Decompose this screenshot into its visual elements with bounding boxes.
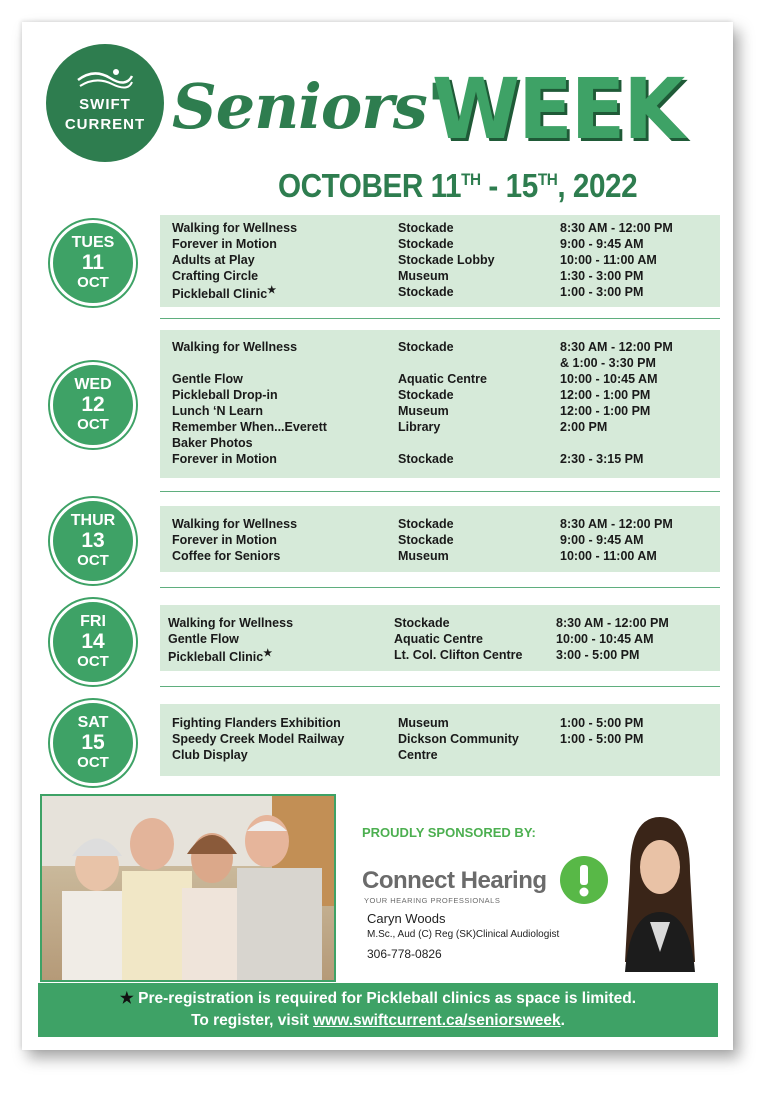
day-badge-fri [50,599,136,685]
day-badge-date: 11 [81,251,105,274]
connect-hearing-brand: Connect Hearing [362,867,547,894]
wave-logo-icon [76,66,134,94]
event-location: Stockade [398,517,454,531]
day-badge-tues [50,220,136,306]
event-time: 2:00 PM [560,420,608,434]
event-name: Walking for Wellness [172,517,298,531]
audiologist-credentials: M.Sc., Aud (C) Reg (SK)Clinical Audiologist [367,929,560,940]
event-name: Adults at Play [172,253,255,267]
swift-current-logo [46,44,164,162]
event-location: Aquatic Centre [398,372,487,386]
event-name-continued: Baker Photos [172,436,253,450]
event-location: Stockade [398,237,454,251]
banner-line2-suffix: . [560,1012,565,1029]
star-icon: ★ [119,990,134,1007]
event-time-continued: & 1:00 - 3:30 PM [560,356,656,370]
day-badge-name: SAT [77,714,109,731]
event-time: 9:00 - 9:45 AM [560,533,644,547]
event-time: 10:00 - 11:00 AM [560,549,657,563]
event-name: Pickleball Clinic★ [168,648,273,665]
event-location: Museum [398,549,449,563]
seniors-group-illustration [42,796,334,980]
event-location: Stockade [398,452,454,466]
event-time: 1:00 - 5:00 PM [560,732,644,746]
event-time: 8:30 AM - 12:00 PM [560,517,673,531]
event-name: Crafting Circle [172,269,259,283]
day-badge-month: OCT [77,416,109,433]
day-badge-date: 13 [81,529,105,552]
event-time: 2:30 - 3:15 PM [560,452,644,466]
day-badge-sat [50,700,136,786]
event-name-continued: Club Display [172,748,248,762]
dates-end-sup: TH [537,170,558,189]
banner-line1: Pre-registration is required for Pickleball clinics as space is limited. [133,990,637,1007]
event-location: Stockade [398,388,454,402]
day-badge-month: OCT [77,552,109,569]
event-location: Stockade Lobby [398,253,495,267]
event-name: Pickleball Drop-in [172,388,278,402]
event-location: Stockade [398,340,454,354]
star-icon: ★ [267,285,277,296]
event-time: 1:00 - 5:00 PM [560,716,644,730]
day-badge-name: THUR [70,512,116,529]
event-location: Stockade [398,221,454,235]
event-name: Walking for Wellness [168,616,294,630]
event-name: Coffee for Seniors [172,549,281,563]
event-time: 3:00 - 5:00 PM [556,648,640,662]
connect-hearing-icon [560,856,608,904]
event-name: Gentle Flow [172,372,243,386]
event-time: 1:30 - 3:00 PM [560,269,644,283]
poster [22,22,733,1050]
divider [160,686,720,687]
event-name: Forever in Motion [172,452,277,466]
dates-start: OCTOBER 11 [278,167,462,204]
event-time: 8:30 AM - 12:00 PM [560,221,673,235]
divider [160,587,720,588]
event-location-continued: Centre [398,748,438,762]
event-name: Fighting Flanders Exhibition [172,716,341,730]
star-icon: ★ [263,648,273,659]
event-location: Stockade [394,616,450,630]
audiologist-name: Caryn Woods [367,911,446,926]
day-badge-wed [50,362,136,448]
event-name: Forever in Motion [172,533,277,547]
pre-registration-banner [38,983,718,1037]
event-dates [278,167,637,205]
event-location: Stockade [398,533,454,547]
day-badge-name: FRI [80,613,106,630]
title-week: WEEK [432,60,684,158]
divider [160,318,720,319]
event-time: 10:00 - 10:45 AM [556,632,654,646]
event-time: 12:00 - 1:00 PM [560,388,651,402]
event-location: Dickson Community [398,732,519,746]
event-location: Museum [398,269,449,283]
title-script: Seniors' [172,70,445,143]
connect-hearing-tagline: YOUR HEARING PROFESSIONALS [364,896,501,905]
dates-year: , 2022 [557,167,638,204]
day-badge-name: TUES [71,234,115,251]
event-time: 12:00 - 1:00 PM [560,404,651,418]
event-location: Stockade [398,285,454,299]
day-badge-month: OCT [77,653,109,670]
event-time: 8:30 AM - 12:00 PM [560,340,673,354]
day-badge-date: 12 [81,393,105,416]
divider [160,491,720,492]
event-location: Aquatic Centre [394,632,483,646]
event-name: Forever in Motion [172,237,277,251]
seniors-photo [40,794,336,982]
sponsor-title: PROUDLY SPONSORED BY: [362,825,536,840]
day-badge-month: OCT [77,274,109,291]
event-time: 1:00 - 3:00 PM [560,285,644,299]
dates-sep: - 15 [480,167,538,204]
banner-line2-prefix: To register, visit [191,1012,314,1029]
event-location: Library [398,420,441,434]
dates-start-sup: TH [461,170,481,189]
event-location: Museum [398,404,449,418]
register-link[interactable]: www.swiftcurrent.ca/seniorsweek [313,1012,561,1029]
event-name: Remember When...Everett [172,420,327,434]
event-time: 8:30 AM - 12:00 PM [556,616,669,630]
event-location: Museum [398,716,449,730]
event-name: Gentle Flow [168,632,239,646]
event-name: Lunch ‘N Learn [172,404,263,418]
event-name: Walking for Wellness [172,221,298,235]
event-time: 10:00 - 11:00 AM [560,253,657,267]
event-location: Lt. Col. Clifton Centre [394,648,523,662]
day-badge-thur [50,498,136,584]
day-badge-month: OCT [77,754,109,771]
day-badge-name: WED [74,376,112,393]
logo-text-swift: SWIFT [79,96,131,113]
audiologist-phone: 306-778-0826 [367,947,442,961]
audiologist-portrait [610,812,710,972]
day-badge-date: 15 [81,731,105,754]
event-time: 9:00 - 9:45 AM [560,237,644,251]
event-time: 10:00 - 10:45 AM [560,372,658,386]
event-name: Speedy Creek Model Railway [172,732,345,746]
event-name: Walking for Wellness [172,340,298,354]
day-badge-date: 14 [81,630,105,653]
event-name: Pickleball Clinic★ [172,285,277,302]
logo-text-current: CURRENT [64,116,146,133]
